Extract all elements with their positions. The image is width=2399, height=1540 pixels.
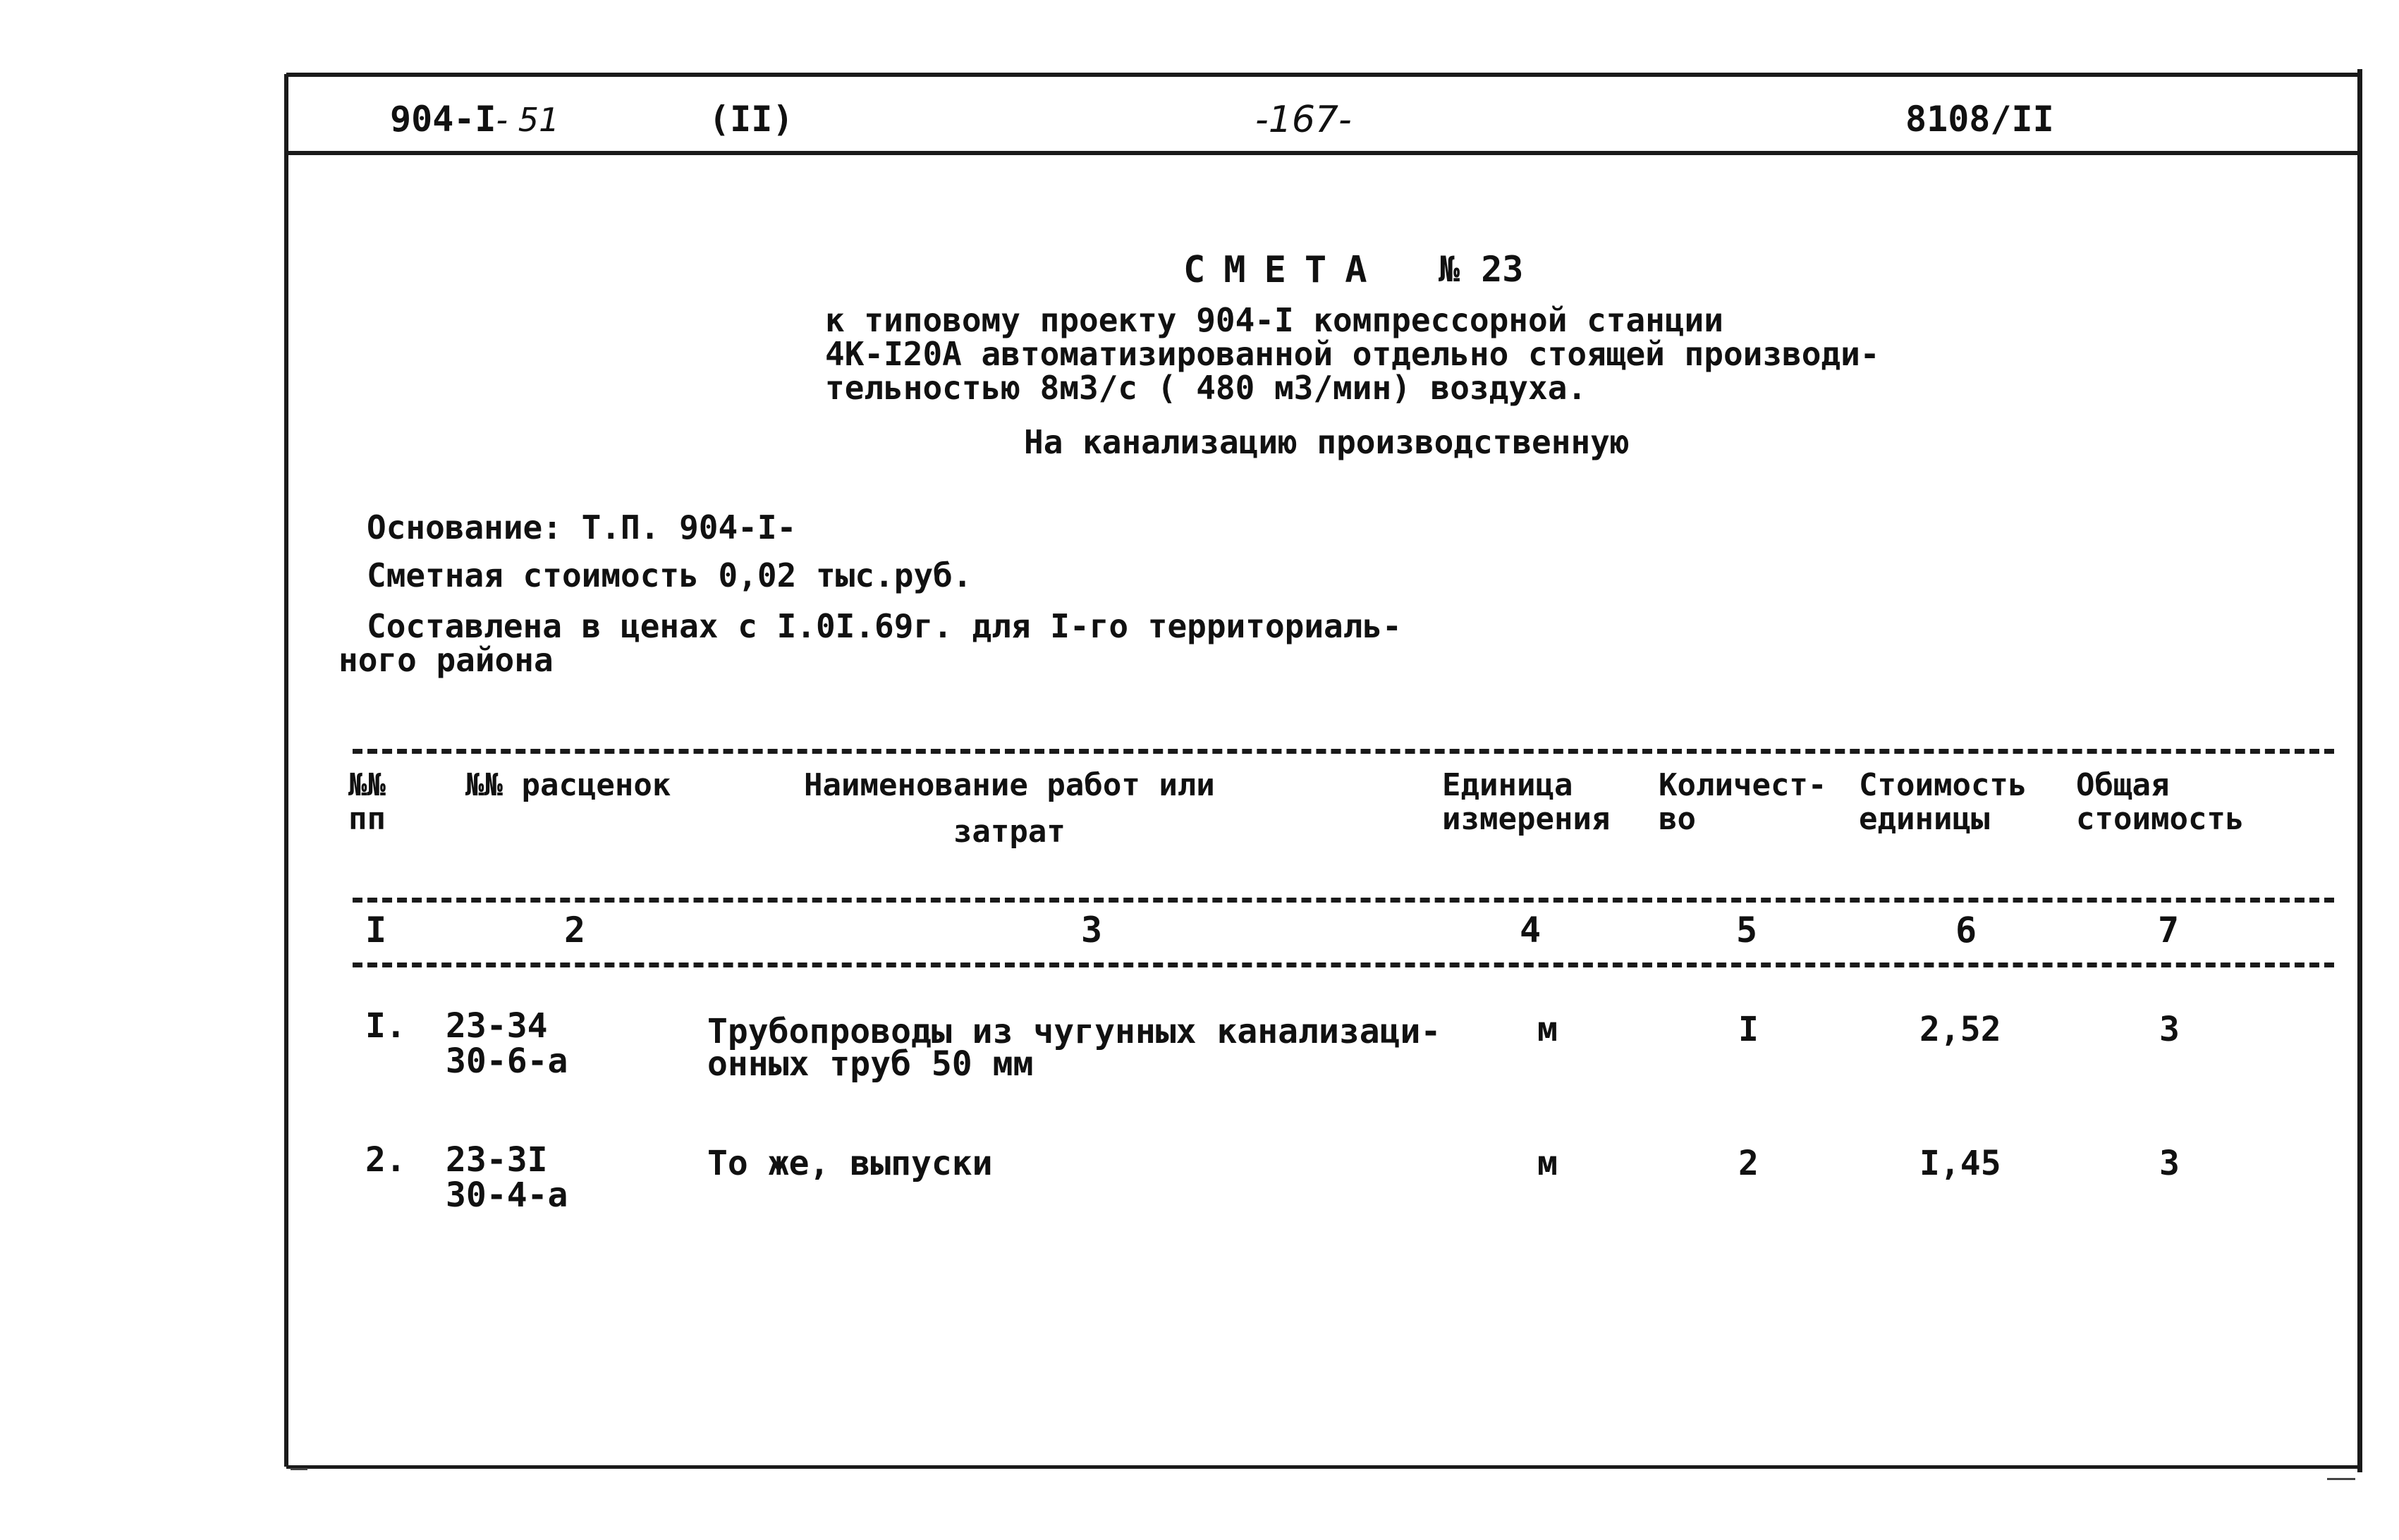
frame-top-border [286, 73, 2360, 77]
subtitle-line-2: 4К-I20А автоматизированной отдельно стоящей производи- [825, 335, 1880, 373]
prices-line-2: ного района [338, 641, 554, 679]
col-number-7: 7 [2158, 910, 2180, 951]
frame-right-border [2357, 69, 2362, 1472]
doc-title-number: № 23 [1439, 249, 1524, 290]
row-1-qty: I [1738, 1010, 1759, 1049]
row-2-no: 2. [365, 1140, 406, 1180]
row-1-unit-cost: 2,52 [1919, 1010, 2001, 1049]
row-1-name: Трубопроводы из чугунных канализаци- онных труб 50 мм [707, 1012, 1441, 1084]
prices-line-1: Составлена в ценах с I.0I.69г. для I-го территориаль- [367, 607, 1402, 645]
row-2-qty: 2 [1738, 1144, 1759, 1183]
doc-number: 8108/II [1905, 99, 2054, 140]
row-1-codes: 23-34 30-6-а [446, 1006, 568, 1081]
row-2-total: 3 [2159, 1144, 2180, 1183]
row-2-codes: 23-3I 30-4-а [446, 1140, 568, 1215]
table-rule-numbers [353, 963, 2334, 967]
col-header-total: Общая стоимость [2076, 767, 2245, 837]
col-number-3: 3 [1081, 910, 1103, 951]
col-header-qty: Количест- во [1659, 767, 1827, 837]
table-rule-top [353, 749, 2334, 754]
cost-line: Сметная стоимость 0,02 тыс.руб. [367, 556, 972, 594]
section-title: На канализацию производственную [1024, 423, 1630, 461]
col-header-codes: №№ расценок [465, 767, 671, 803]
row-2-unit: м [1537, 1144, 1558, 1183]
doc-code [390, 99, 559, 140]
basis-line: Основание: Т.П. 904-I- [367, 508, 797, 546]
row-1-no: I. [365, 1006, 406, 1046]
col-number-2: 2 [564, 910, 586, 951]
row-2-unit-cost: I,45 [1919, 1144, 2001, 1183]
col-header-name: Наименование работ или затрат [804, 767, 1215, 850]
subtitle-line-1: к типовому проекту 904-I компрессорной станции [825, 301, 1723, 339]
row-1-unit: м [1537, 1010, 1558, 1049]
frame-tick-left [291, 1468, 307, 1470]
col-number-5: 5 [1736, 910, 1758, 951]
doc-part: (II) [709, 99, 794, 140]
doc-code-suffix: - 51 [496, 101, 560, 139]
doc-title: СМЕТА [1183, 249, 1386, 291]
doc-code-main: 904-I [390, 99, 496, 140]
subtitle-line-3: тельностью 8м3/с ( 480 м3/мин) воздуха. [825, 369, 1587, 407]
frame-left-border [284, 74, 288, 1467]
page-number: -167- [1255, 99, 1352, 141]
row-1-total: 3 [2159, 1010, 2180, 1049]
col-header-unit: Единица измерения [1442, 767, 1611, 837]
header-divider [286, 151, 2360, 155]
frame-tick-right [2327, 1478, 2355, 1480]
col-number-4: 4 [1520, 910, 1542, 951]
col-header-no: №№ пп [348, 767, 386, 837]
row-2-name: То же, выпуски [707, 1144, 993, 1183]
table-rule-header [353, 898, 2334, 903]
frame-bottom-border [286, 1465, 2360, 1469]
col-number-6: 6 [1955, 910, 1977, 951]
col-number-1: I [365, 910, 387, 951]
col-header-unit-cost: Стоимость единицы [1859, 767, 2027, 837]
